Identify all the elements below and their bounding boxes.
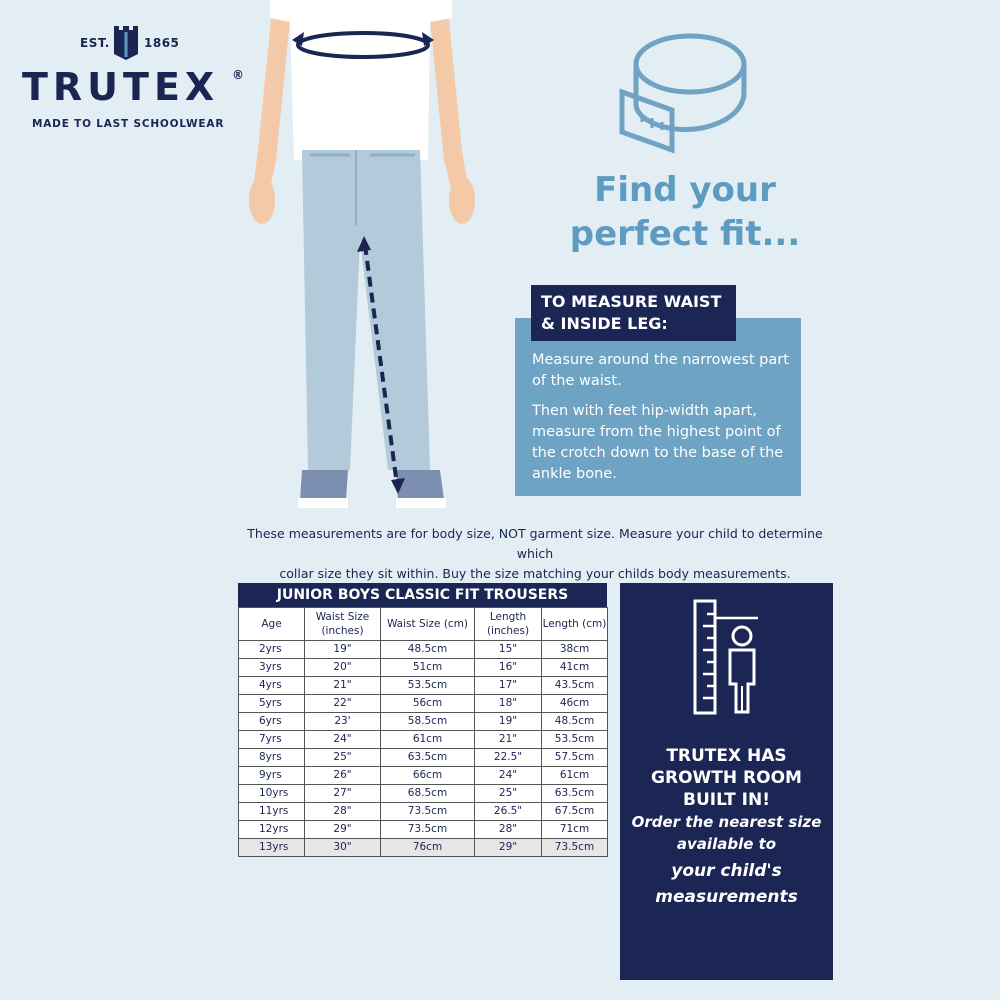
size-table bbox=[238, 583, 607, 857]
cell-waist-inches: 26" bbox=[305, 767, 381, 785]
measure-title bbox=[531, 285, 736, 341]
cell-length-cm: 43.5cm bbox=[542, 677, 608, 695]
growth-heading bbox=[620, 745, 833, 811]
measure-title-line-1: TO MEASURE WAIST bbox=[541, 292, 722, 311]
header-length-cm: Length (cm) bbox=[542, 608, 608, 641]
headline-line-2: perfect fit... bbox=[569, 214, 801, 254]
cell-length-inches: 15" bbox=[475, 641, 542, 659]
size-table-body bbox=[239, 641, 608, 857]
cell-length-cm: 73.5cm bbox=[542, 839, 608, 857]
cell-waist-inches: 24" bbox=[305, 731, 381, 749]
cell-length-inches: 17" bbox=[475, 677, 542, 695]
cell-waist-inches: 25" bbox=[305, 749, 381, 767]
trutex-logo bbox=[22, 22, 252, 137]
cell-length-cm: 41cm bbox=[542, 659, 608, 677]
logo-tagline: MADE TO LAST SCHOOLWEAR bbox=[32, 118, 225, 130]
table-row bbox=[239, 731, 608, 749]
cell-length-inches: 22.5" bbox=[475, 749, 542, 767]
cell-waist-cm: 66cm bbox=[381, 767, 475, 785]
cell-waist-inches: 29" bbox=[305, 821, 381, 839]
header-waist-cm: Waist Size (cm) bbox=[381, 608, 475, 641]
measure-waist-text: Measure around the narrowest part of the waist. bbox=[532, 352, 789, 389]
table-row bbox=[239, 785, 608, 803]
logo-year: 1865 bbox=[144, 36, 180, 50]
cell-length-cm: 38cm bbox=[542, 641, 608, 659]
cell-waist-cm: 51cm bbox=[381, 659, 475, 677]
cell-waist-cm: 53.5cm bbox=[381, 677, 475, 695]
table-row bbox=[239, 641, 608, 659]
tape-measure-icon bbox=[612, 22, 752, 162]
growth-heading-line-3: BUILT IN! bbox=[683, 790, 770, 810]
cell-age: 2yrs bbox=[239, 641, 305, 659]
table-row bbox=[239, 749, 608, 767]
headline bbox=[560, 168, 810, 256]
cell-age: 13yrs bbox=[239, 839, 305, 857]
table-row bbox=[239, 803, 608, 821]
cell-waist-cm: 76cm bbox=[381, 839, 475, 857]
cell-waist-cm: 68.5cm bbox=[381, 785, 475, 803]
growth-heading-line-1: TRUTEX HAS bbox=[666, 746, 787, 766]
table-row bbox=[239, 695, 608, 713]
cell-length-cm: 46cm bbox=[542, 695, 608, 713]
cell-age: 4yrs bbox=[239, 677, 305, 695]
cell-length-cm: 71cm bbox=[542, 821, 608, 839]
header-age: Age bbox=[239, 608, 305, 641]
cell-length-cm: 53.5cm bbox=[542, 731, 608, 749]
growth-emphasis-line-2: measurements bbox=[655, 887, 798, 907]
cell-waist-cm: 56cm bbox=[381, 695, 475, 713]
table-row bbox=[239, 659, 608, 677]
size-table-grid bbox=[238, 607, 608, 857]
measure-leg-text: Then with feet hip-width apart, measure from the highest point of the crotch down to the base of the ankle bone. bbox=[532, 403, 784, 482]
table-row bbox=[239, 821, 608, 839]
table-row bbox=[239, 839, 608, 857]
logo-est: EST. bbox=[80, 36, 110, 50]
cell-length-inches: 26.5" bbox=[475, 803, 542, 821]
table-row bbox=[239, 677, 608, 695]
cell-waist-inches: 30" bbox=[305, 839, 381, 857]
castle-icon bbox=[112, 24, 140, 60]
growth-subtext bbox=[620, 811, 833, 855]
size-notice bbox=[230, 524, 840, 584]
measure-title-line-2: & INSIDE LEG: bbox=[541, 314, 668, 333]
growth-subtext-line-2: available to bbox=[676, 835, 777, 853]
cell-waist-inches: 20" bbox=[305, 659, 381, 677]
headline-line-1: Find your bbox=[594, 170, 776, 210]
growth-subtext-line-1: Order the nearest size bbox=[631, 813, 822, 831]
growth-heading-line-2: GROWTH ROOM bbox=[651, 768, 802, 788]
cell-length-inches: 28" bbox=[475, 821, 542, 839]
cell-age: 3yrs bbox=[239, 659, 305, 677]
cell-waist-cm: 61cm bbox=[381, 731, 475, 749]
cell-waist-cm: 58.5cm bbox=[381, 713, 475, 731]
cell-age: 11yrs bbox=[239, 803, 305, 821]
cell-age: 7yrs bbox=[239, 731, 305, 749]
cell-waist-inches: 22" bbox=[305, 695, 381, 713]
logo-brand: TRUTEX bbox=[22, 65, 220, 109]
table-row bbox=[239, 767, 608, 785]
cell-age: 8yrs bbox=[239, 749, 305, 767]
cell-waist-inches: 21" bbox=[305, 677, 381, 695]
cell-waist-inches: 27" bbox=[305, 785, 381, 803]
cell-waist-inches: 28" bbox=[305, 803, 381, 821]
cell-waist-cm: 73.5cm bbox=[381, 821, 475, 839]
size-notice-line-2: collar size they sit within. Buy the size matching your childs body measurements. bbox=[279, 566, 791, 581]
cell-length-inches: 18" bbox=[475, 695, 542, 713]
cell-length-cm: 67.5cm bbox=[542, 803, 608, 821]
cell-age: 6yrs bbox=[239, 713, 305, 731]
cell-waist-inches: 23' bbox=[305, 713, 381, 731]
cell-length-inches: 21" bbox=[475, 731, 542, 749]
growth-emphasis-line-1: your child's bbox=[671, 861, 782, 881]
cell-length-cm: 48.5cm bbox=[542, 713, 608, 731]
cell-length-inches: 19" bbox=[475, 713, 542, 731]
cell-age: 12yrs bbox=[239, 821, 305, 839]
cell-age: 10yrs bbox=[239, 785, 305, 803]
logo-registered: ® bbox=[232, 68, 244, 82]
cell-age: 5yrs bbox=[239, 695, 305, 713]
growth-emphasis bbox=[620, 858, 833, 910]
cell-length-inches: 24" bbox=[475, 767, 542, 785]
cell-length-cm: 61cm bbox=[542, 767, 608, 785]
cell-waist-cm: 63.5cm bbox=[381, 749, 475, 767]
cell-length-cm: 57.5cm bbox=[542, 749, 608, 767]
cell-waist-inches: 19" bbox=[305, 641, 381, 659]
size-table-title: JUNIOR BOYS CLASSIC FIT TROUSERS bbox=[238, 583, 607, 607]
size-notice-line-1: These measurements are for body size, NOT garment size. Measure your child to determine which bbox=[247, 526, 823, 561]
table-header-row bbox=[239, 608, 608, 641]
cell-waist-cm: 48.5cm bbox=[381, 641, 475, 659]
height-measure-icon bbox=[690, 596, 765, 718]
cell-length-inches: 25" bbox=[475, 785, 542, 803]
cell-waist-cm: 73.5cm bbox=[381, 803, 475, 821]
cell-length-inches: 16" bbox=[475, 659, 542, 677]
cell-age: 9yrs bbox=[239, 767, 305, 785]
table-row bbox=[239, 713, 608, 731]
cell-length-cm: 63.5cm bbox=[542, 785, 608, 803]
header-length-inches: Length (inches) bbox=[475, 608, 542, 641]
child-figure-illustration bbox=[230, 0, 490, 520]
header-waist-inches: Waist Size (inches) bbox=[305, 608, 381, 641]
cell-length-inches: 29" bbox=[475, 839, 542, 857]
